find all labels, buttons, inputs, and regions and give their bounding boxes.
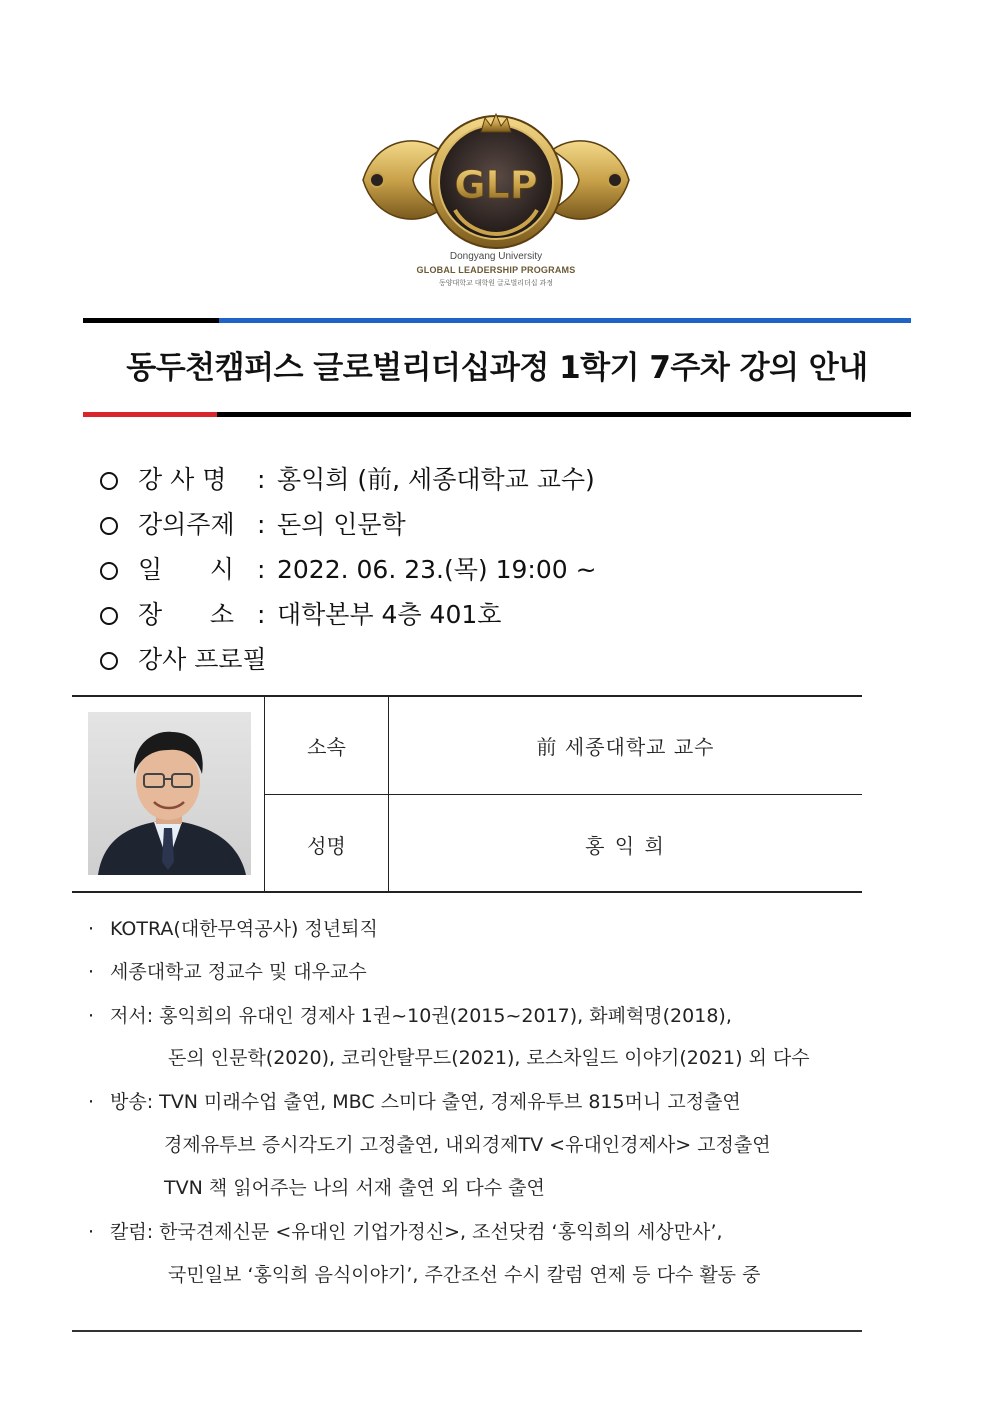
banner-bottom-red-bar: [83, 412, 217, 417]
info-colon: :: [257, 465, 266, 494]
info-label: 일 시: [138, 555, 234, 584]
affiliation-value: 前 세종대학교 교수: [536, 735, 715, 759]
info-label: 장 소: [138, 600, 234, 629]
list-item-continuation: 돈의 인문학(2020), 코리안탈무드(2021), 로스차일드 이야기(2021) 외 다수: [168, 1047, 810, 1069]
bullet-dot: ·: [88, 1221, 95, 1243]
circle-bullet-icon: [100, 517, 118, 535]
info-colon: :: [257, 510, 266, 539]
title-banner: [83, 318, 911, 418]
circle-bullet-icon: [100, 472, 118, 490]
circle-bullet-icon: [100, 562, 118, 580]
lecturer-photo: [88, 712, 251, 875]
bullet-dot: ·: [88, 961, 95, 983]
info-value: 돈의 인문학: [277, 510, 406, 539]
logo-program-name: GLOBAL LEADERSHIP PROGRAMS: [416, 265, 576, 275]
bottom-divider: [72, 1330, 862, 1332]
bullet-dot: ·: [88, 918, 95, 940]
banner-top-blue-bar: [219, 318, 911, 323]
list-item-text: KOTRA(대한무역공사) 정년퇴직: [110, 918, 378, 940]
table-row-divider: [264, 794, 862, 795]
list-item-text: 세종대학교 정교수 및 대우교수: [110, 961, 367, 983]
info-value: 대학본부 4층 401호: [277, 600, 502, 629]
circle-bullet-icon: [100, 652, 118, 670]
affiliation-label: 소속: [307, 735, 346, 759]
glp-logo: [355, 110, 637, 290]
emblem-text: GLP: [454, 163, 538, 207]
name-label: 성명: [307, 834, 346, 858]
glp-emblem-icon: [355, 110, 637, 250]
list-item-continuation: 경제유투브 증시각도기 고정출연, 내외경제TV <유대인경제사> 고정출연: [164, 1134, 771, 1156]
table-top-border: [72, 695, 862, 697]
profile-table: [72, 695, 862, 893]
info-value: 홍익희 (前, 세종대학교 교수): [277, 465, 595, 494]
info-label: 강 사 명: [138, 465, 227, 494]
banner-top-black-bar: [83, 318, 219, 323]
list-item-continuation: 국민일보 ‘홍익희 음식이야기’, 주간조선 수시 칼럼 연제 등 다수 활동 중: [168, 1264, 761, 1286]
info-label: 강의주제: [138, 510, 235, 539]
logo-korean-name: 동양대학교 대학원 글로벌리더십 과정: [438, 280, 554, 287]
info-colon: :: [257, 600, 266, 629]
info-colon: :: [257, 555, 266, 584]
bullet-dot: ·: [88, 1091, 95, 1113]
logo-university-name: Dongyang University: [449, 251, 543, 262]
circle-bullet-icon: [100, 607, 118, 625]
list-item-continuation: TVN 책 읽어주는 나의 서재 출연 외 다수 출연: [164, 1177, 545, 1199]
page-title: 동두천캠퍼스 글로벌리더십과정 1학기 7주차 강의 안내: [126, 350, 868, 386]
table-bottom-border: [72, 891, 862, 893]
info-value: 2022. 06. 23.(목) 19:00 ~: [277, 555, 597, 584]
list-item-text: 방송: TVN 미래수업 출연, MBC 스미다 출연, 경제유투브 815머니 고정출연: [110, 1091, 741, 1113]
info-label: 강사 프로필: [138, 645, 267, 674]
banner-bottom-black-bar: [217, 412, 911, 417]
name-value: 홍 익 희: [585, 834, 666, 858]
list-item-text: 칼럼: 한국견제신문 <유대인 기업가정신>, 조선닷컴 ‘홍익희의 세상만사’,: [110, 1221, 723, 1243]
bullet-dot: ·: [88, 1005, 95, 1027]
list-item-text: 저서: 홍익희의 유대인 경제사 1권~10권(2015~2017), 화폐혁명(2018),: [110, 1005, 732, 1027]
